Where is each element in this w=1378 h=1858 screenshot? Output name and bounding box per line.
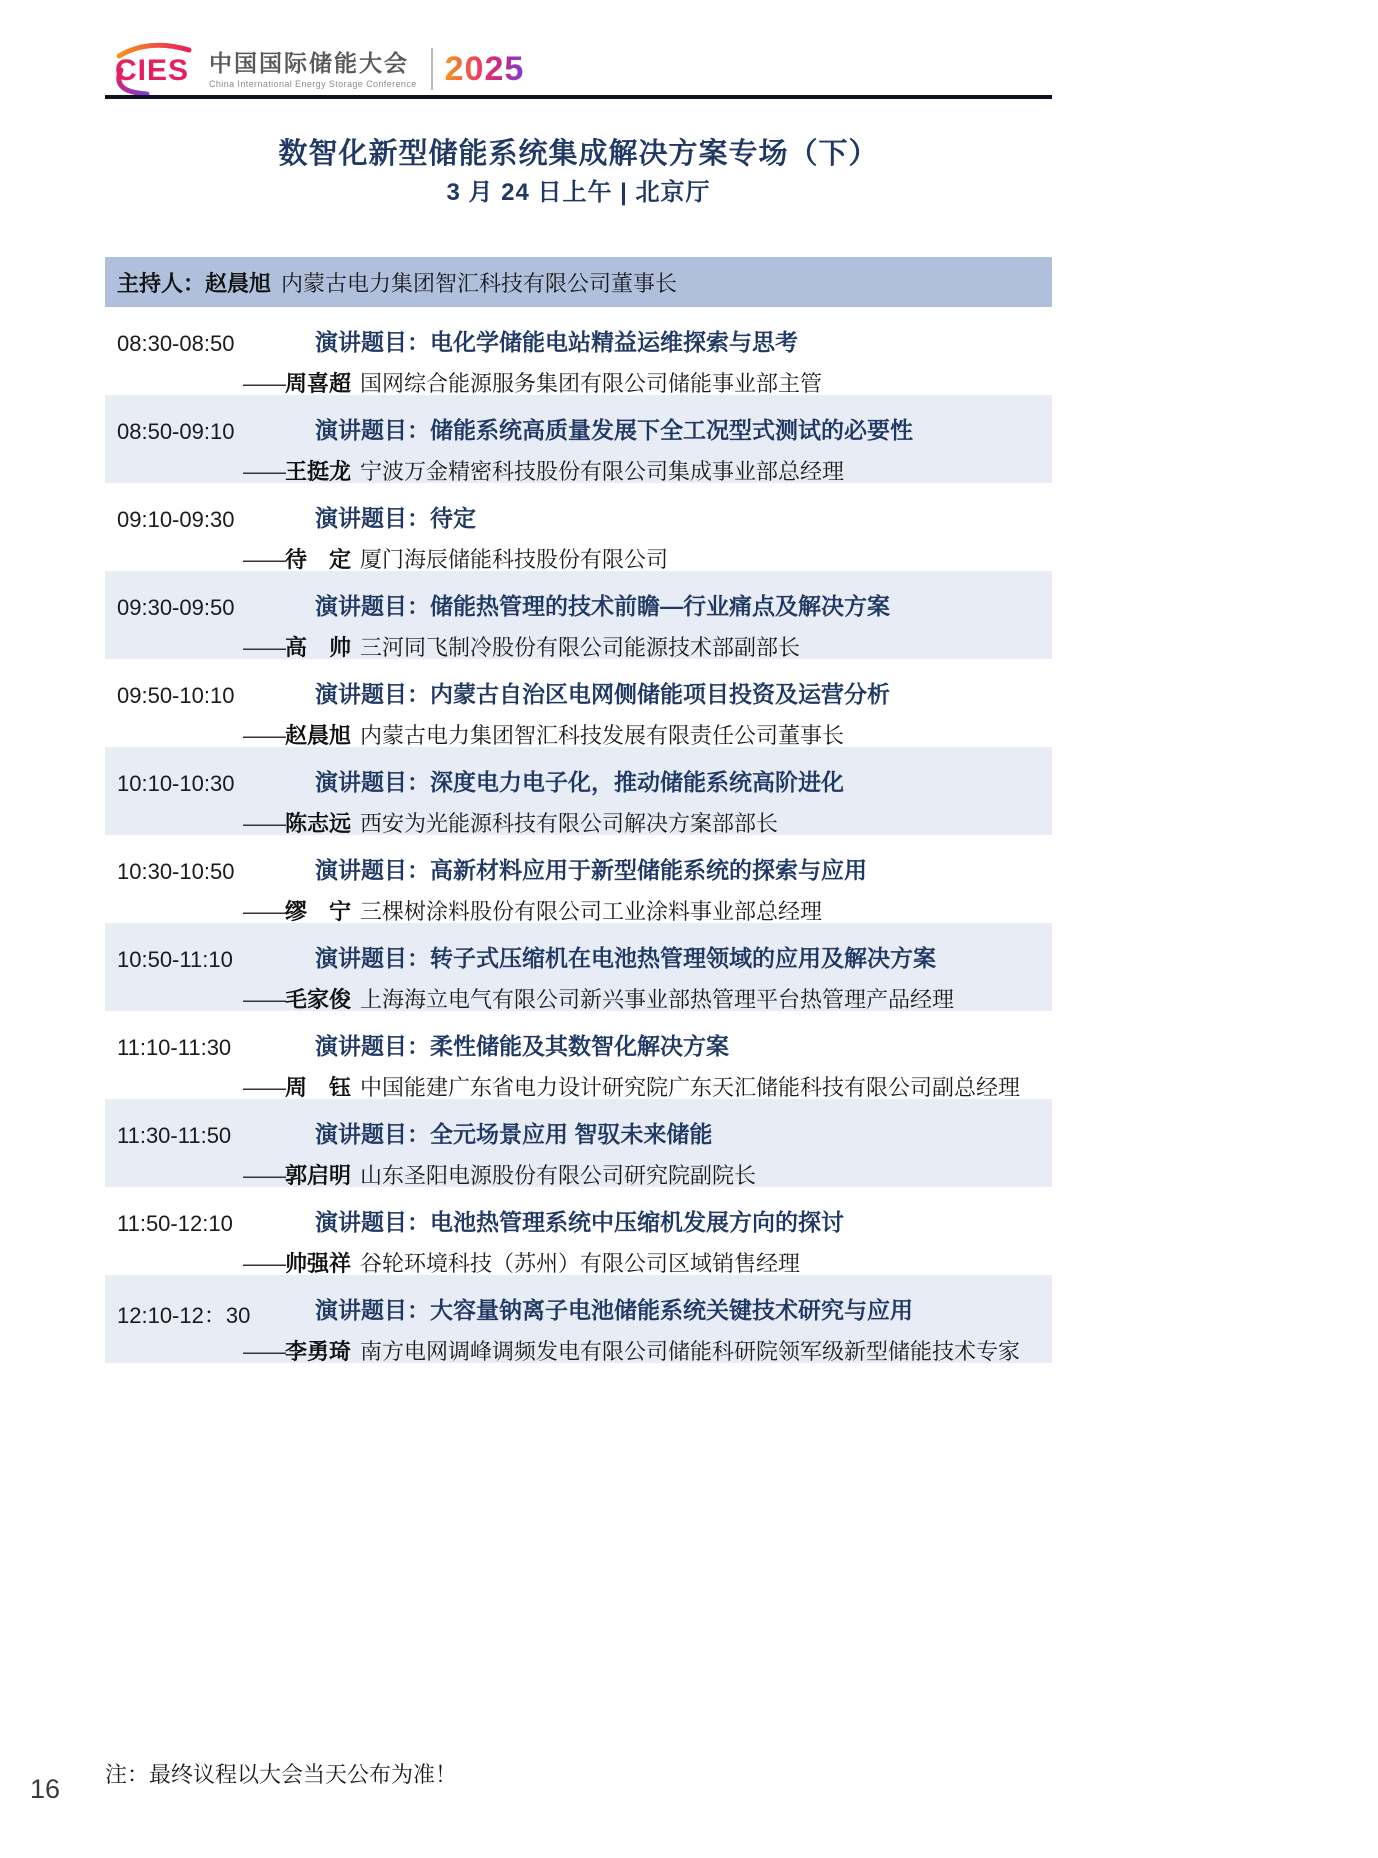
schedule-row — [105, 1011, 1052, 1099]
talk-title-prefix: 演讲题目： — [315, 769, 430, 795]
talk-title-prefix: 演讲题目： — [315, 681, 430, 707]
speaker-name: 帅强祥 — [285, 1251, 352, 1276]
talk-title-prefix: 演讲题目： — [315, 1297, 430, 1323]
speaker-dash: —— — [243, 811, 285, 836]
talk-content — [243, 1187, 1052, 1275]
talk-speaker-line — [243, 635, 1052, 661]
talk-title-text: 转子式压缩机在电池热管理领域的应用及解决方案 — [430, 945, 936, 971]
talk-time: 11:10-11:30 — [117, 1035, 232, 1060]
speaker-dash: —— — [243, 635, 285, 660]
talk-content — [243, 1099, 1052, 1187]
talk-title — [315, 1033, 1052, 1059]
speaker-dash: —— — [243, 899, 285, 924]
talk-time: 08:50-09:10 — [117, 419, 235, 444]
speaker-affiliation: 西安为光能源科技有限公司解决方案部部长 — [360, 811, 779, 836]
talk-speaker-line — [243, 1339, 1052, 1365]
speaker-affiliation: 宁波万金精密科技股份有限公司集成事业部总经理 — [360, 459, 845, 484]
talk-speaker-line — [243, 811, 1052, 837]
talk-title-text: 电化学储能电站精益运维探索与思考 — [430, 329, 798, 355]
speaker-name: 陈志远 — [285, 811, 352, 836]
talk-title-text: 大容量钠离子电池储能系统关键技术研究与应用 — [430, 1297, 913, 1323]
talk-speaker-line — [243, 1251, 1052, 1277]
talk-time: 11:50-12:10 — [117, 1211, 233, 1236]
talk-content — [243, 747, 1052, 835]
speaker-affiliation: 三河同飞制冷股份有限公司能源技术部副部长 — [360, 635, 801, 660]
logo-name-cn: 中国国际储能大会 — [209, 49, 409, 76]
speaker-dash: —— — [243, 1075, 285, 1100]
logo-name-block — [209, 50, 417, 89]
talk-content — [243, 923, 1052, 1011]
talk-title-text: 深度电力电子化，推动储能系统高阶进化 — [430, 769, 844, 795]
speaker-dash: —— — [243, 723, 285, 748]
logo-cies-text: CIES — [115, 54, 190, 87]
talk-speaker-line — [243, 1075, 1052, 1101]
talk-title-text: 储能热管理的技术前瞻—行业痛点及解决方案 — [430, 593, 890, 619]
talk-title-prefix: 演讲题目： — [315, 329, 430, 355]
talk-title-text: 全元场景应用 智驭未来储能 — [430, 1121, 713, 1147]
talk-time: 12:10-12：30 — [117, 1303, 251, 1328]
schedule-row — [105, 1275, 1052, 1363]
schedule-row — [105, 307, 1052, 395]
speaker-dash: —— — [243, 1251, 285, 1276]
talk-speaker-line — [243, 1163, 1052, 1189]
speaker-affiliation: 上海海立电气有限公司新兴事业部热管理平台热管理产品经理 — [360, 987, 955, 1012]
speaker-name: 待 定 — [285, 547, 352, 572]
speaker-affiliation: 内蒙古电力集团智汇科技发展有限责任公司董事长 — [360, 723, 845, 748]
talk-content — [243, 307, 1052, 395]
talk-time: 09:10-09:30 — [117, 507, 235, 532]
schedule-row — [105, 1187, 1052, 1275]
speaker-name: 周喜超 — [285, 371, 352, 396]
schedule-list — [105, 307, 1052, 1363]
speaker-name: 王挺龙 — [285, 459, 352, 484]
talk-title — [315, 857, 1052, 883]
talk-title-prefix: 演讲题目： — [315, 505, 430, 531]
cies-logo-icon — [105, 40, 201, 98]
talk-title-prefix: 演讲题目： — [315, 593, 430, 619]
talk-time: 09:50-10:10 — [117, 683, 235, 708]
speaker-name: 周 钰 — [285, 1075, 352, 1100]
talk-content — [243, 483, 1052, 571]
talk-time: 11:30-11:50 — [117, 1123, 232, 1148]
talk-content — [243, 395, 1052, 483]
talk-title — [315, 1209, 1052, 1235]
talk-title — [315, 681, 1052, 707]
schedule-row — [105, 747, 1052, 835]
talk-speaker-line — [243, 547, 1052, 573]
talk-time: 10:10-10:30 — [117, 771, 235, 796]
speaker-name: 李勇琦 — [285, 1339, 352, 1364]
talk-time: 09:30-09:50 — [117, 595, 235, 620]
talk-title-prefix: 演讲题目： — [315, 945, 430, 971]
host-affiliation: 内蒙古电力集团智汇科技有限公司董事长 — [281, 270, 678, 296]
speaker-name: 郭启明 — [285, 1163, 352, 1188]
talk-title — [315, 945, 1052, 971]
talk-title — [315, 593, 1052, 619]
talk-title-prefix: 演讲题目： — [315, 857, 430, 883]
speaker-affiliation: 厦门海辰储能科技股份有限公司 — [360, 547, 669, 572]
talk-title-text: 储能系统高质量发展下全工况型式测试的必要性 — [430, 417, 913, 443]
speaker-affiliation: 中国能建广东省电力设计研究院广东天汇储能科技有限公司副总经理 — [360, 1075, 1021, 1100]
talk-title — [315, 505, 1052, 531]
schedule-row — [105, 1099, 1052, 1187]
logo-divider — [431, 48, 433, 90]
talk-speaker-line — [243, 723, 1052, 749]
schedule-row — [105, 395, 1052, 483]
speaker-dash: —— — [243, 371, 285, 396]
talk-title-text: 柔性储能及其数智化解决方案 — [430, 1033, 729, 1059]
talk-title — [315, 769, 1052, 795]
talk-content — [243, 659, 1052, 747]
talk-title — [315, 329, 1052, 355]
logo-year: 2025 — [444, 49, 525, 88]
talk-title-text: 高新材料应用于新型储能系统的探索与应用 — [430, 857, 867, 883]
schedule-row — [105, 483, 1052, 571]
talk-speaker-line — [243, 371, 1052, 397]
talk-title — [315, 417, 1052, 443]
talk-title-text: 待定 — [430, 505, 476, 531]
talk-content — [243, 1011, 1052, 1099]
talk-speaker-line — [243, 987, 1052, 1013]
schedule-row — [105, 659, 1052, 747]
speaker-affiliation: 谷轮环境科技（苏州）有限公司区域销售经理 — [360, 1251, 801, 1276]
speaker-name: 高 帅 — [285, 635, 352, 660]
talk-content — [243, 571, 1052, 659]
speaker-dash: —— — [243, 459, 285, 484]
talk-speaker-line — [243, 459, 1052, 485]
talk-title — [315, 1121, 1052, 1147]
talk-title-prefix: 演讲题目： — [315, 1033, 430, 1059]
header-rule — [105, 95, 1052, 99]
speaker-name: 赵晨旭 — [285, 723, 352, 748]
talk-title-prefix: 演讲题目： — [315, 1121, 430, 1147]
talk-content — [243, 835, 1052, 923]
speaker-name: 毛家俊 — [285, 987, 352, 1012]
logo-name-en: China International Energy Storage Conference — [209, 78, 417, 89]
conference-logo — [105, 40, 524, 98]
speaker-dash: —— — [243, 987, 285, 1012]
schedule-row — [105, 923, 1052, 1011]
schedule-row — [105, 835, 1052, 923]
session-title: 数智化新型储能系统集成解决方案专场（下） — [278, 138, 879, 170]
talk-title — [315, 1297, 1052, 1323]
host-name: 赵晨旭 — [205, 270, 272, 296]
talk-time: 08:30-08:50 — [117, 331, 235, 356]
schedule-row — [105, 571, 1052, 659]
schedule-table — [105, 257, 1052, 1363]
agenda-note: 注：最终议程以大会当天公布为准！ — [105, 1762, 458, 1787]
talk-title-text: 电池热管理系统中压缩机发展方向的探讨 — [430, 1209, 844, 1235]
speaker-affiliation: 山东圣阳电源股份有限公司研究院副院长 — [360, 1163, 757, 1188]
host-label: 主持人： — [117, 270, 206, 296]
talk-time: 10:50-11:10 — [117, 947, 233, 972]
speaker-affiliation: 三棵树涂料股份有限公司工业涂料事业部总经理 — [360, 899, 823, 924]
talk-title-prefix: 演讲题目： — [315, 1209, 430, 1235]
page-number: 16 — [30, 1774, 61, 1804]
speaker-affiliation: 南方电网调峰调频发电有限公司储能科研院领军级新型储能技术专家 — [360, 1339, 1021, 1364]
talk-title-prefix: 演讲题目： — [315, 417, 430, 443]
speaker-dash: —— — [243, 547, 285, 572]
talk-speaker-line — [243, 899, 1052, 925]
host-row — [105, 257, 1052, 307]
session-datetime-location: 3 月 24 日上午 | 北京厅 — [446, 179, 711, 206]
talk-time: 10:30-10:50 — [117, 859, 235, 884]
talk-title-text: 内蒙古自治区电网侧储能项目投资及运营分析 — [430, 681, 890, 707]
speaker-dash: —— — [243, 1339, 285, 1364]
speaker-affiliation: 国网综合能源服务集团有限公司储能事业部主管 — [360, 371, 823, 396]
talk-content — [243, 1275, 1052, 1363]
speaker-name: 缪 宁 — [285, 899, 352, 924]
speaker-dash: —— — [243, 1163, 285, 1188]
